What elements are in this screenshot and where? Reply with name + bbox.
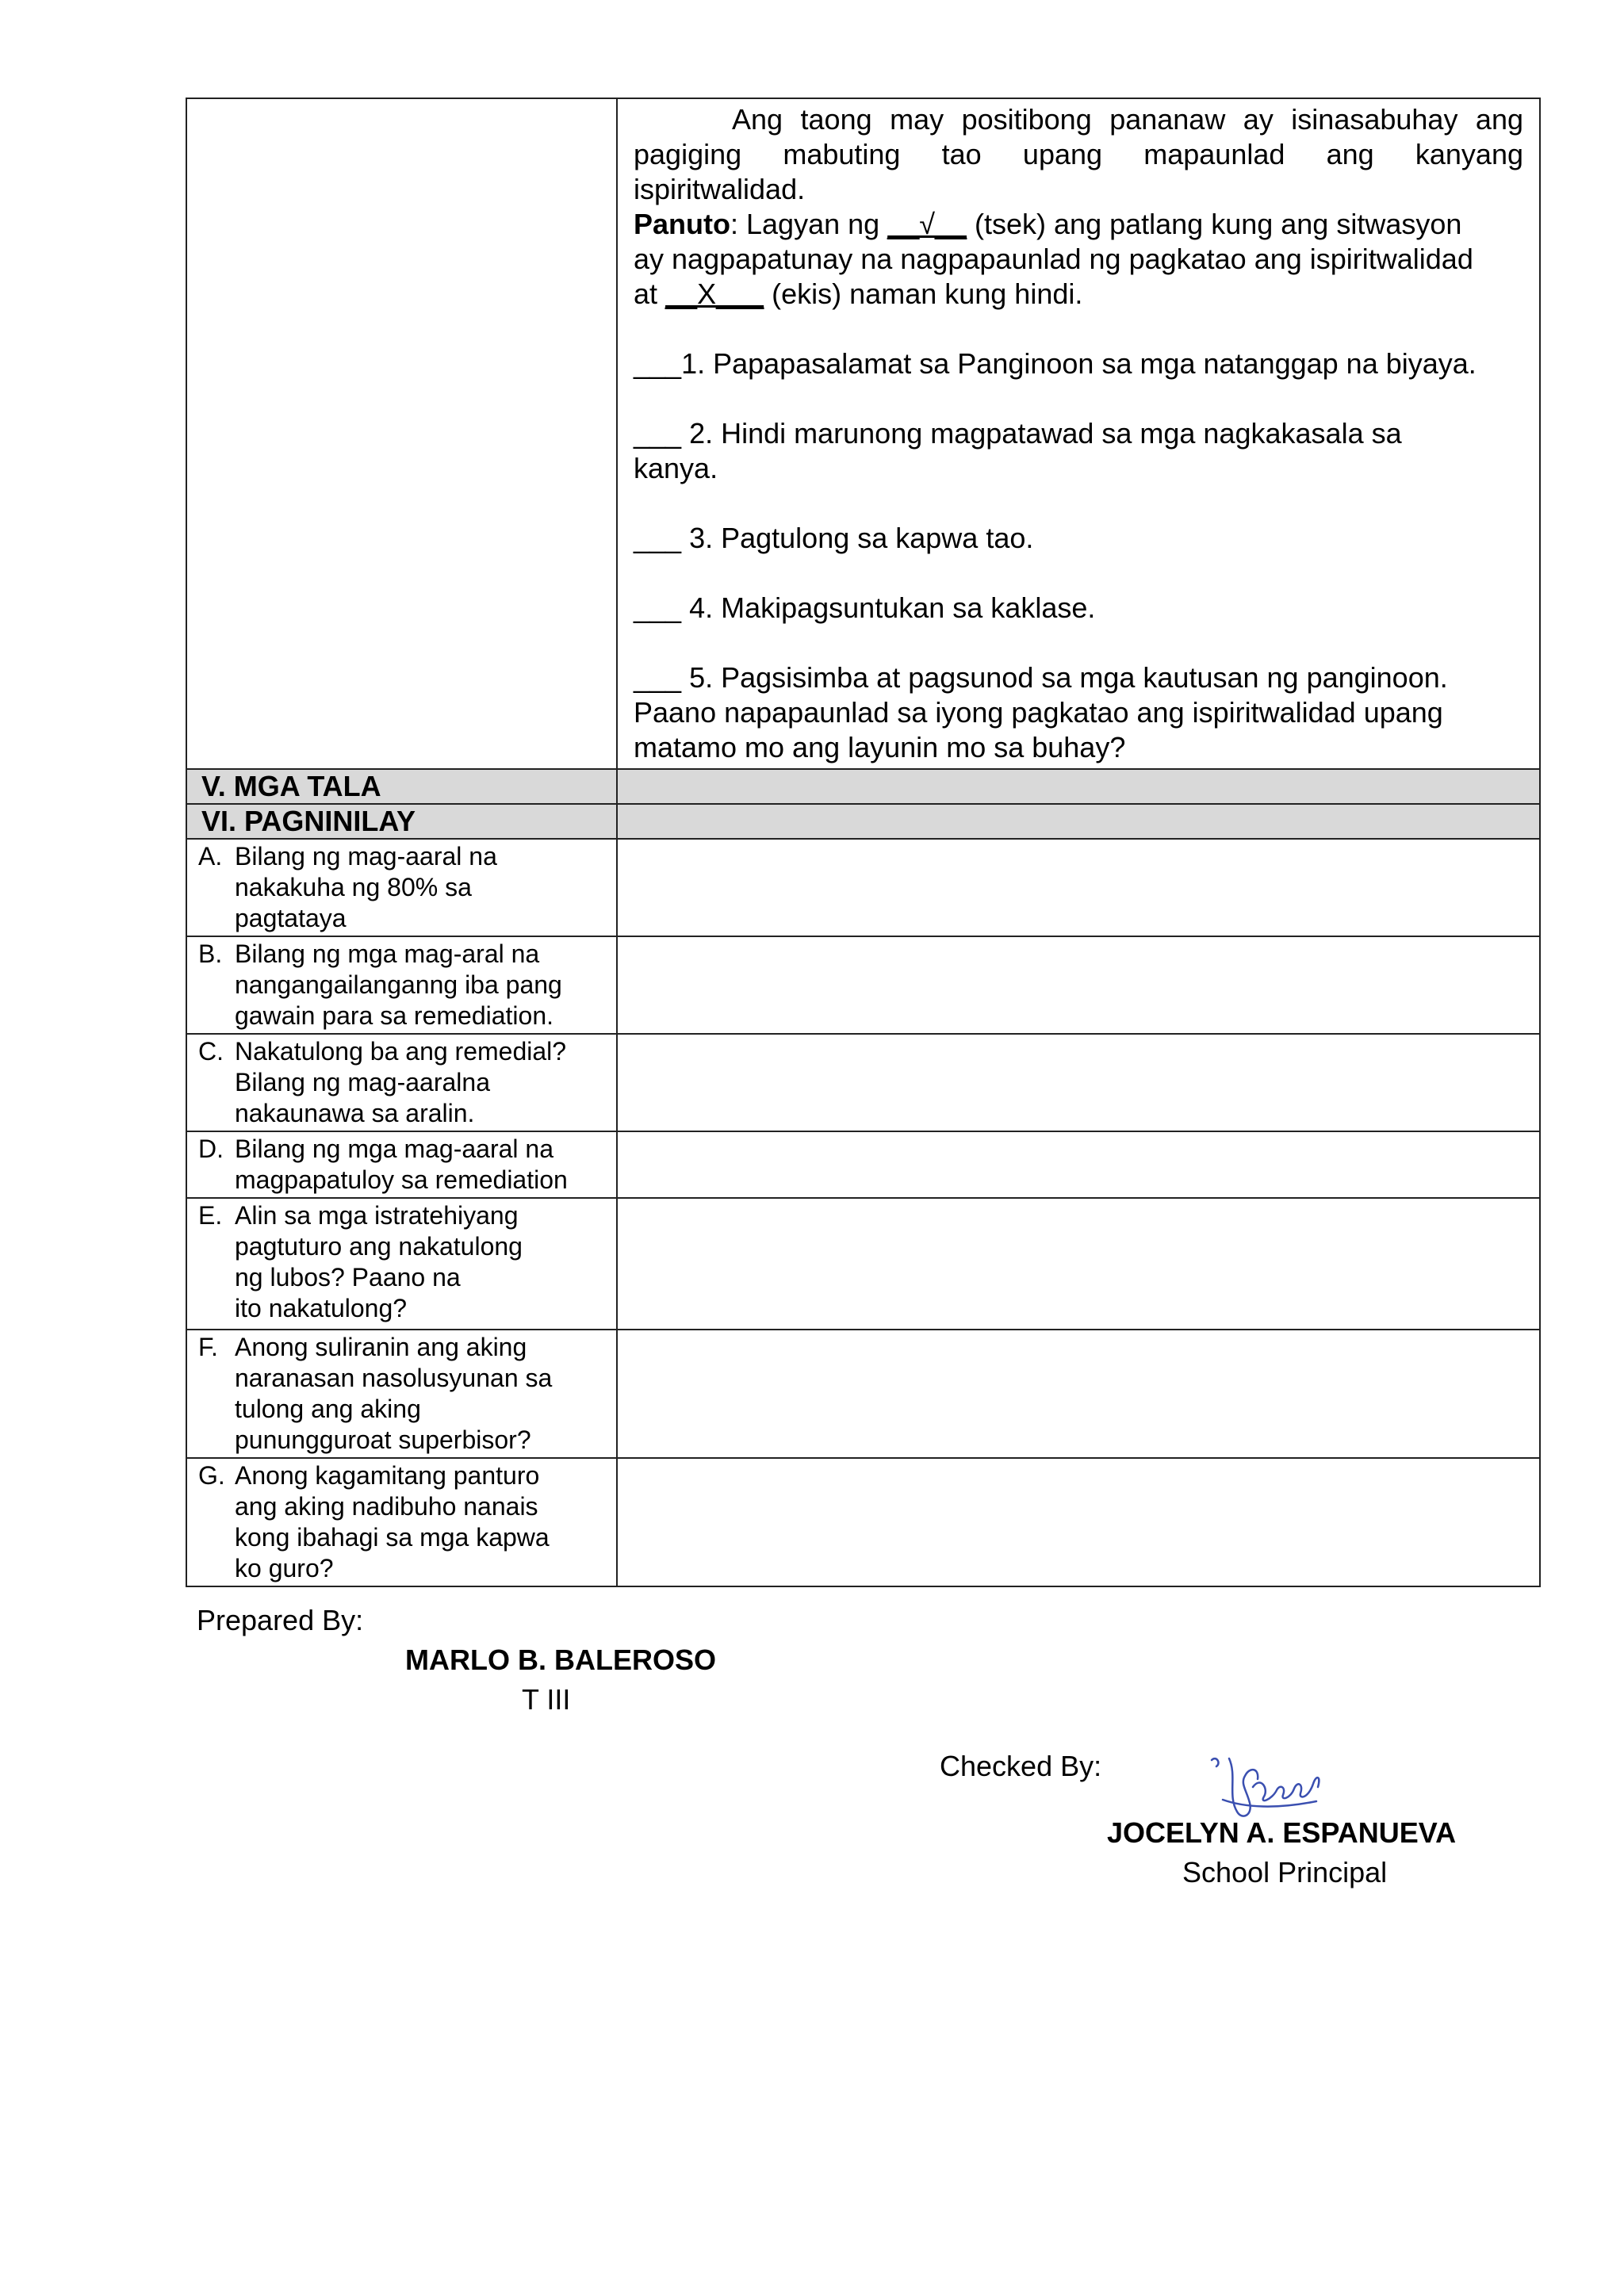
activity-item: ___ 3. Pagtulong sa kapwa tao. [634,522,1034,554]
reflection-answer-cell [617,1198,1540,1330]
reflection-text: tulong ang aking [235,1395,421,1423]
activity-content-cell [617,98,1540,769]
closing-question: matamo mo ang layunin mo sa buhay? [634,731,1126,763]
reflection-text: Anong suliranin ang aking [235,1333,527,1361]
reflection-row [186,936,1540,1034]
reflection-text: nakakuha ng 80% sa [235,873,472,901]
reflection-row [186,839,1540,936]
signature-image [1205,1752,1332,1839]
reflection-row [186,1330,1540,1458]
reflection-text: nakaunawa sa aralin. [235,1099,475,1127]
activity-item: ___ 2. Hindi marunong magpatawad sa mga nagkakasala sa [634,417,1402,450]
reflection-question-cell [186,839,617,936]
panuto-text: : Lagyan ng [730,208,888,240]
reflection-text: magpapatuloy sa remediation [235,1165,568,1194]
preparer-position: T III [522,1683,571,1716]
reflection-letter: B. [198,939,223,968]
reflection-text: ang aking nadibuho nanais [235,1492,538,1521]
closing-question: Paano napapaunlad sa iyong pagkatao ang ispiritwalidad upang [634,696,1443,729]
reflection-row [186,1034,1540,1131]
activity-item: ___1. Papapasalamat sa Panginoon sa mga natanggap na biyaya. [634,347,1477,380]
reflection-letter: A. [198,842,223,871]
intro-line: Ang taong may positibong pananaw ay isinasabuhay ang [732,103,1523,136]
reflection-text: Bilang ng mga mag-aral na [235,939,540,968]
reflection-text: nangangailanganng iba pang [235,970,562,999]
reflection-text: ng lubos? Paano na [235,1263,461,1292]
panuto-text: (tsek) ang patlang kung ang sitwasyon [967,208,1462,240]
panuto-text: at [634,277,666,310]
activity-item: ___ 4. Makipagsuntukan sa kaklase. [634,591,1096,624]
reflection-text: ito nakatulong? [235,1294,408,1322]
instructions-line: ay nagpapatunay na nagpapaunlad ng pagkatao ang ispiritwalidad [634,243,1473,275]
reflection-row [186,1458,1540,1586]
reflection-letter: G. [198,1461,225,1490]
reflection-text: pagtataya [235,904,347,932]
reflection-question-cell [186,1330,617,1458]
instructions-line [634,207,1523,242]
reflection-question-cell [186,1198,617,1330]
x-mark-blank: __X___ [665,277,764,310]
panuto-label: Panuto [634,208,730,240]
lesson-plan-table [186,98,1541,1587]
reflection-text: punungguroat superbisor? [235,1425,531,1454]
reflection-letter: E. [198,1201,223,1230]
reflection-text: Nakatulong ba ang remedial? [235,1037,567,1066]
reflection-text: naranasan nasolusyunan sa [235,1364,553,1392]
mga-tala-row [186,769,1540,804]
reflection-answer-cell [617,1131,1540,1198]
reflection-text: Bilang ng mag-aaralna [235,1068,490,1096]
reflection-question-cell [186,1458,617,1586]
reflection-answer-cell [617,1330,1540,1458]
activity-left-cell [186,98,617,769]
reflection-answer-cell [617,839,1540,936]
reflection-text: Bilang ng mga mag-aaral na [235,1135,554,1163]
reflection-text: pagtuturo ang nakatulong [235,1232,523,1261]
reflection-letter: D. [198,1135,224,1163]
reflection-letter: C. [198,1037,224,1066]
reflection-text: Anong kagamitang panturo [235,1461,540,1490]
activity-item: kanya. [634,452,718,484]
check-mark-blank: __√__ [887,208,967,240]
preparer-name: MARLO B. BALEROSO [405,1644,716,1676]
reflection-text: gawain para sa remediation. [235,1001,554,1030]
pagninilay-row [186,804,1540,839]
prepared-by-label: Prepared By: [197,1604,364,1636]
intro-paragraph [634,102,1523,172]
reflection-text: ko guro? [235,1554,334,1582]
checker-position: School Principal [1182,1856,1388,1888]
intro-line: pagiging mabuting tao upang mapaunlad ang kanyang [634,138,1523,170]
reflection-answer-cell [617,1458,1540,1586]
reflection-answer-cell [617,936,1540,1034]
section-heading: VI. PAGNINILAY [186,804,617,839]
reflection-text: Bilang ng mag-aaral na [235,842,497,871]
panuto-text: (ekis) naman kung hindi. [764,277,1083,310]
reflection-question-cell [186,1131,617,1198]
reflection-answer-cell [617,1034,1540,1131]
activity-item: ___ 5. Pagsisimba at pagsunod sa mga kautusan ng panginoon. [634,661,1448,694]
section-heading: V. MGA TALA [186,769,617,804]
reflection-letter: F. [198,1333,218,1361]
reflection-row [186,1131,1540,1198]
reflection-row [186,1198,1540,1330]
checked-by-label: Checked By: [940,1750,1102,1782]
reflection-question-cell [186,936,617,1034]
instructions-line [634,277,1523,312]
reflection-text: kong ibahagi sa mga kapwa [235,1523,550,1552]
intro-line: ispiritwalidad. [634,173,806,205]
checker-name: JOCELYN A. ESPANUEVA [1107,1816,1457,1849]
reflection-text: Alin sa mga istratehiyang [235,1201,519,1230]
activity-row [186,98,1540,769]
section-empty-cell [617,804,1540,839]
section-empty-cell [617,769,1540,804]
reflection-question-cell [186,1034,617,1131]
